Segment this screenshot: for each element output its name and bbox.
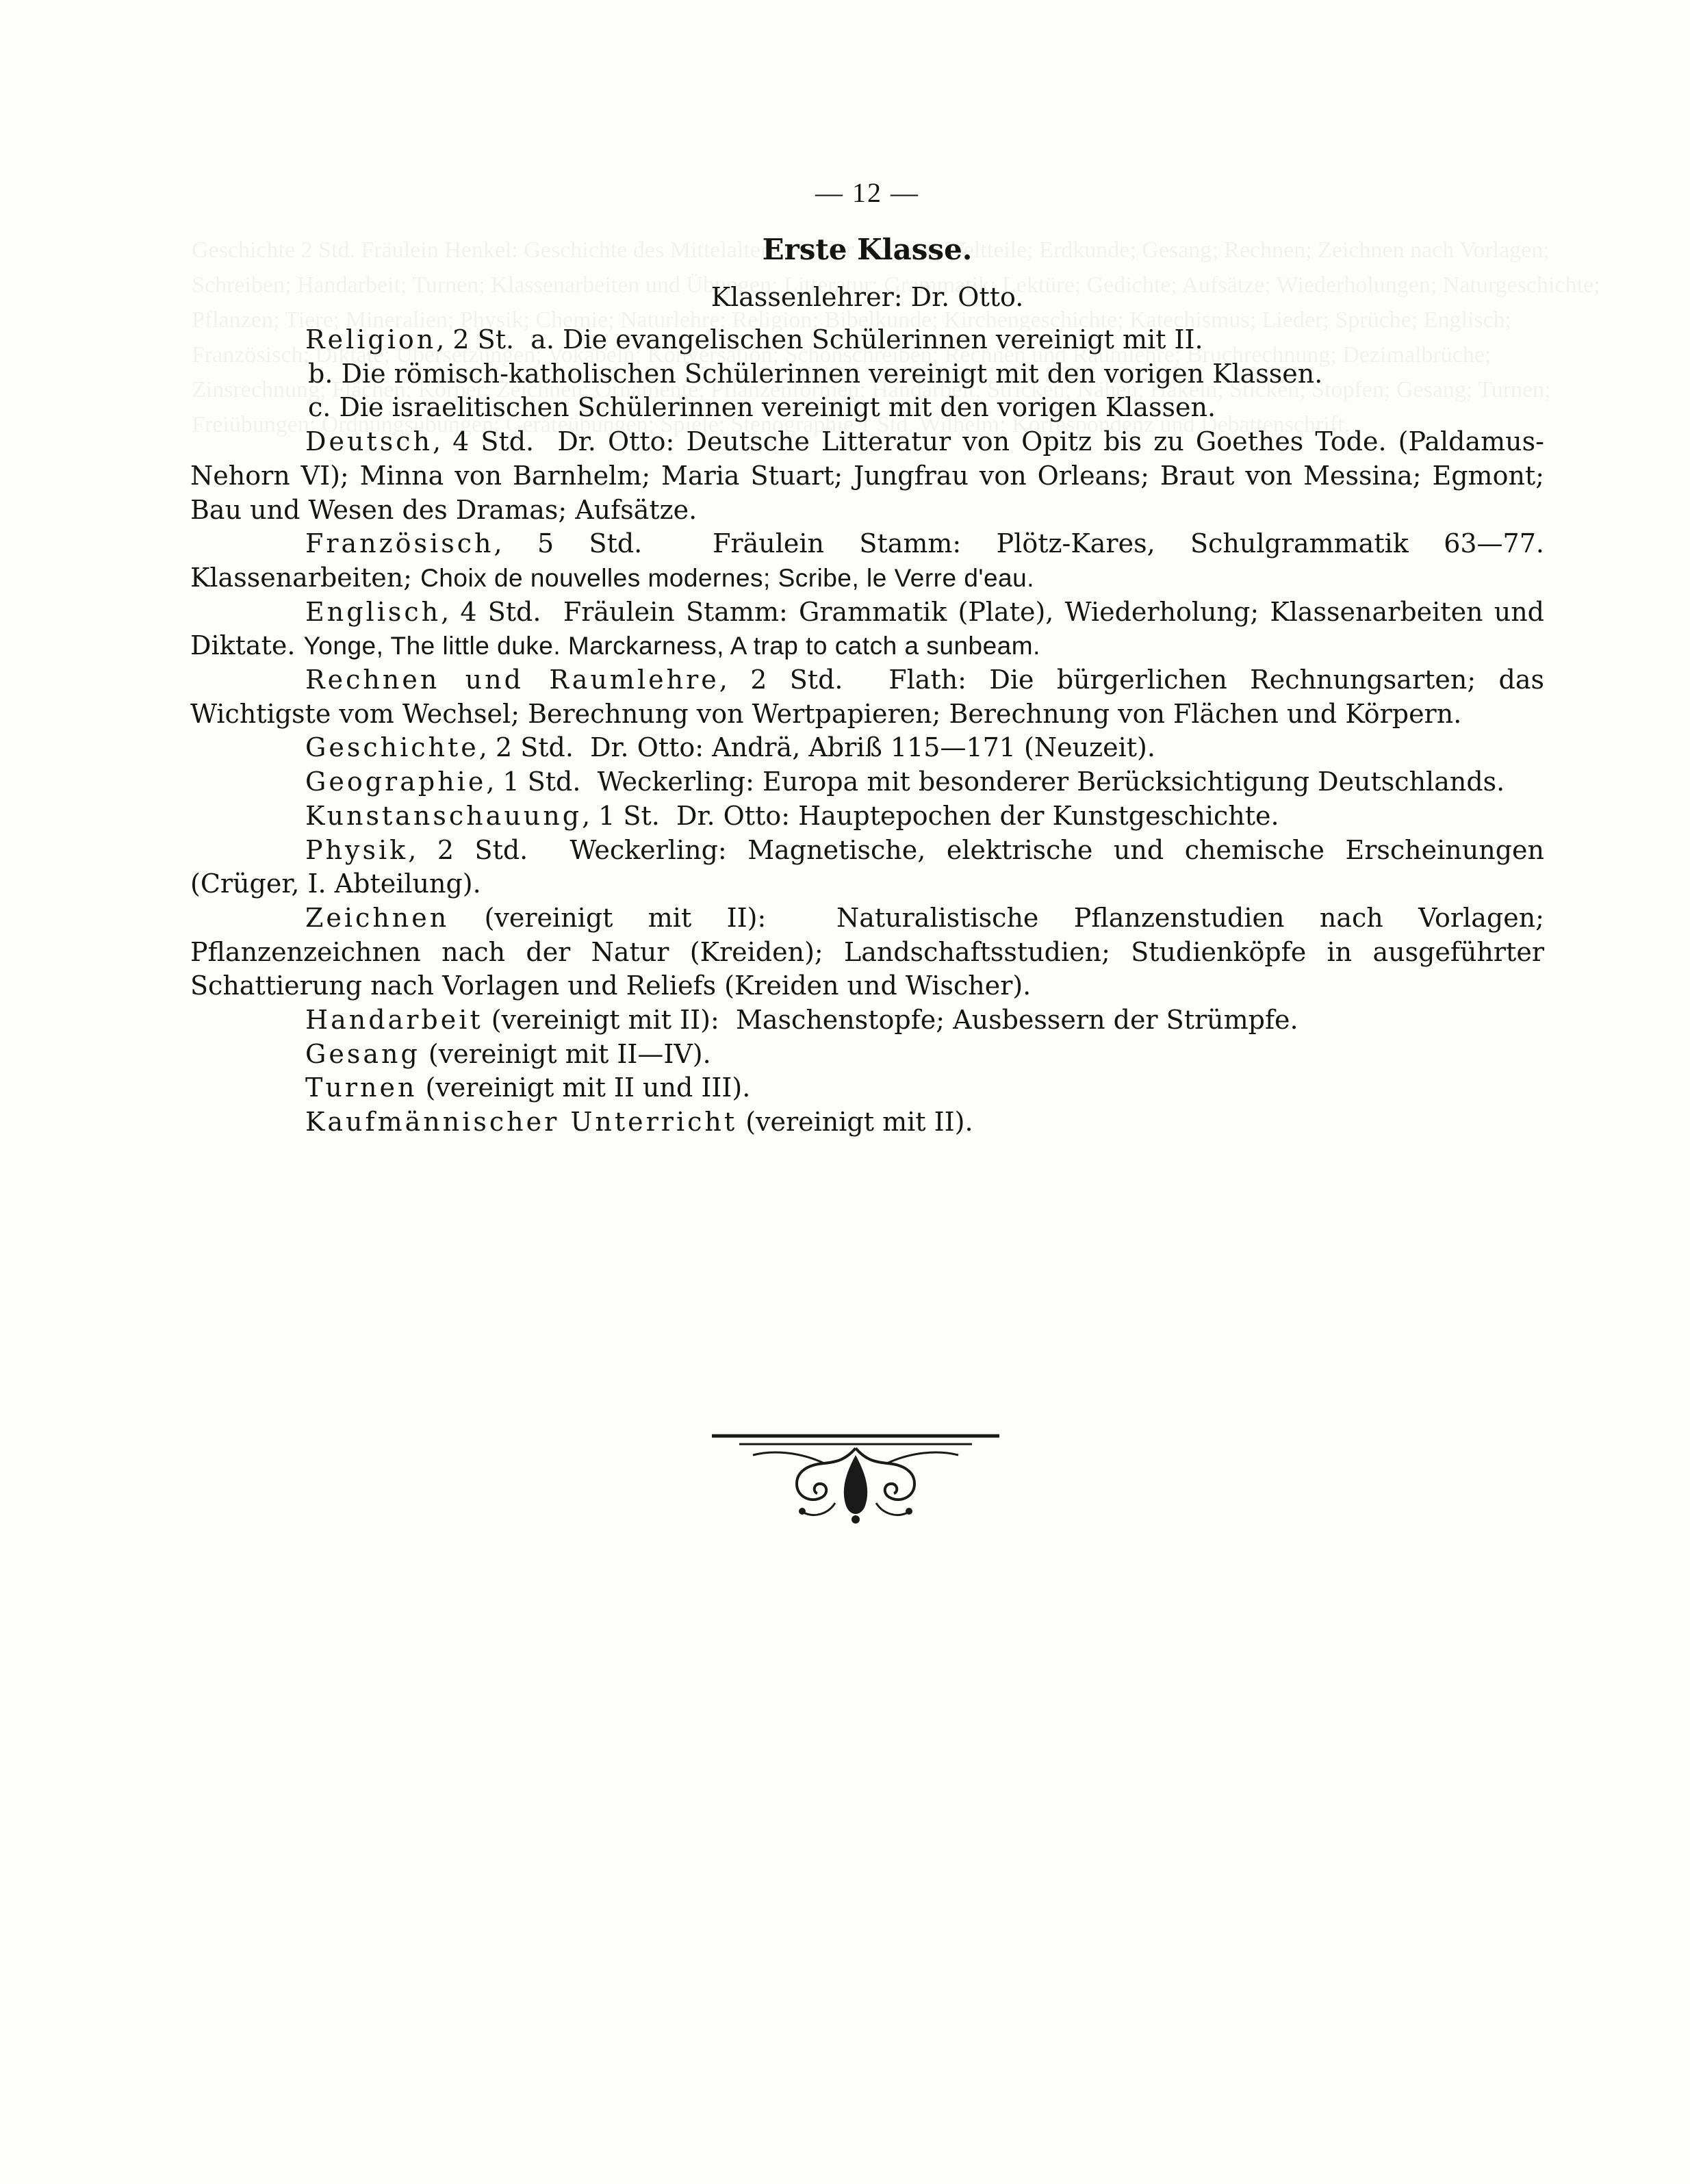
subject-entry xyxy=(190,425,1544,527)
subject-content: Dr. Otto: Andrä, Abriß 115—171 (Neuzeit). xyxy=(590,732,1155,763)
subject-name: Physik xyxy=(305,834,409,865)
subject-name: Zeichnen xyxy=(305,902,450,933)
subject-entry xyxy=(190,595,1544,663)
subject-name: Kaufmännischer Unterricht xyxy=(305,1107,738,1138)
subject-content: c. Die israelitischen Schülerinnen vereinigt mit den vorigen Klassen. xyxy=(308,392,1216,423)
subject-entry xyxy=(190,1105,1544,1140)
subject-content: Naturalistische Pflanzenstudien nach Vorlagen; Pflanzenzeichnen nach der Natur (Kreiden); Landschaftsstudien; Studienköpfe in ausgeführter Schattierung nach Vorlagen und Reliefs (Kreiden und Wischer). xyxy=(190,902,1544,1001)
subject-content: Weckerling: Magnetische, elektrische und chemische Erscheinungen (Crüger, I. Abteilung). xyxy=(190,834,1544,899)
subject-name: Englisch xyxy=(305,596,441,627)
subject-hours: (vereinigt mit II): xyxy=(449,902,767,933)
subject-content: Dr. Otto: Deutsche Litteratur von Opitz bis zu Goethes Tode. (Paldamus-Nehorn VI); Minna von Barnhelm; Maria Stuart; Jungfrau von Orleans; Braut von Messina; Egmont; Bau und Wesen des Dramas; Aufsätze. xyxy=(190,426,1544,525)
subject-content: b. Die römisch-katholischen Schülerinnen vereinigt mit den vorigen Klassen. xyxy=(308,358,1323,389)
subject-entry xyxy=(190,731,1544,765)
subject-hours: , 4 Std. xyxy=(432,426,535,457)
subject-entry xyxy=(190,799,1544,834)
section-title: Erste Klasse. xyxy=(762,233,973,266)
subject-name: Französisch xyxy=(305,528,494,559)
subject-entry xyxy=(190,901,1544,1003)
subject-entry xyxy=(190,527,1544,595)
subject-hours: , 2 St. xyxy=(436,324,515,355)
subject-name: Geographie xyxy=(305,767,487,797)
subject-name: Handarbeit xyxy=(305,1005,483,1036)
subject-name: Religion xyxy=(305,324,437,355)
subject-latin-text: Choix de nouvelles modernes; Scribe, le Verre d'eau. xyxy=(420,563,1034,592)
subject-entry xyxy=(190,391,1544,425)
subject-entry xyxy=(190,834,1544,901)
subject-content: Fräulein Stamm: Grammatik (Plate), Wiederholung; Klassenarbeiten und Diktate. xyxy=(190,596,1544,661)
subject-entry xyxy=(190,1038,1544,1072)
subject-name: Kunstanschauung xyxy=(305,800,582,831)
subject-hours: , 1 Std. xyxy=(486,767,581,797)
subject-name: Deutsch xyxy=(305,426,433,457)
subject-name: Geschichte xyxy=(305,732,479,763)
subject-hours: (vereinigt mit II—IV). xyxy=(420,1038,711,1069)
subject-content: Fräulein Stamm: Plötz-Kares, Schulgrammatik 63—77. Klassenarbeiten; xyxy=(190,528,1544,593)
subject-hours: (vereinigt mit II). xyxy=(737,1107,973,1138)
subject-hours: , 4 Std. xyxy=(441,596,541,627)
class-teacher: Klassenlehrer: Dr. Otto. xyxy=(710,282,1024,312)
subject-entry xyxy=(190,663,1544,731)
subject-name: Turnen xyxy=(305,1072,418,1103)
subject-content: Weckerling: Europa mit besonderer Berücksichtigung Deutschlands. xyxy=(597,767,1505,797)
subject-latin-text: Yonge, The little duke. Marckarness, A trap to catch a sunbeam. xyxy=(303,632,1040,660)
page-number: — 12 — xyxy=(815,177,919,208)
subject-content: a. Die evangelischen Schülerinnen vereinigt mit II. xyxy=(530,324,1203,355)
subject-hours: , 2 Std. xyxy=(478,732,574,763)
subject-name: Gesang xyxy=(305,1038,420,1069)
subject-hours: , 1 St. xyxy=(582,800,660,831)
subject-entry xyxy=(190,765,1544,799)
subject-hours: , 2 Std. xyxy=(408,834,528,865)
subject-list xyxy=(190,323,1544,1140)
subject-entry xyxy=(190,1003,1544,1038)
subject-hours: (vereinigt mit II und III). xyxy=(417,1072,751,1103)
subject-content: Maschenstopfe; Ausbessern der Strümpfe. xyxy=(735,1005,1298,1036)
subject-hours: (vereinigt mit II): xyxy=(483,1005,719,1036)
vignette-ornament-icon xyxy=(712,1432,999,1534)
subject-hours: , 5 Std. xyxy=(494,528,643,559)
subject-entry xyxy=(190,323,1544,357)
subject-entry xyxy=(190,1071,1544,1105)
subject-name: Rechnen und Raumlehre xyxy=(305,665,719,695)
subject-content: Dr. Otto: Hauptepochen der Kunstgeschichte. xyxy=(676,800,1279,831)
subject-hours: , 2 Std. xyxy=(719,665,843,695)
subject-entry xyxy=(190,357,1544,391)
subject-content: Flath: Die bürgerlichen Rechnungsarten; das Wichtigste vom Wechsel; Berechnung von Wertpapieren; Berechnung von Flächen und Körpern. xyxy=(190,665,1545,729)
